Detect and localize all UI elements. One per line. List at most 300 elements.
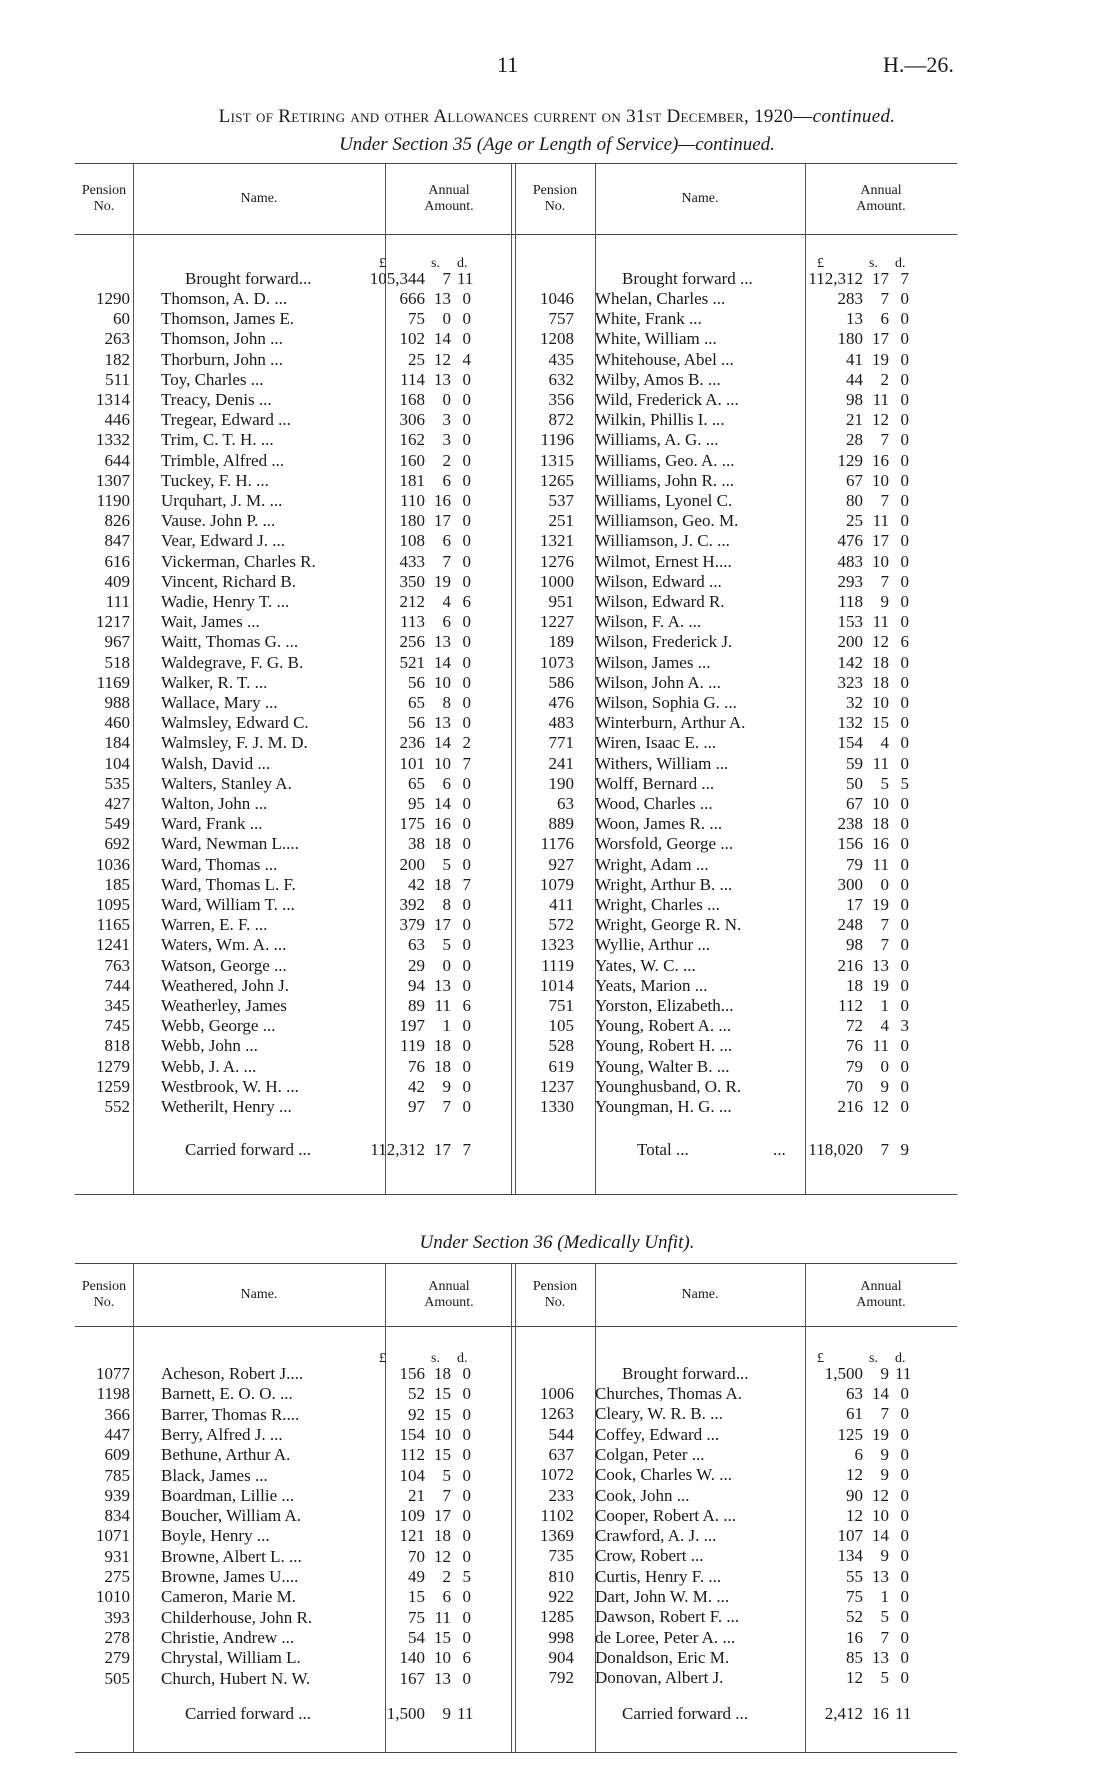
amount-pence: 0	[900, 834, 909, 854]
amount-pence: 0	[462, 430, 471, 450]
pensioner-name: Wilby, Amos B. ...	[595, 369, 721, 389]
amount-shillings: 7	[880, 571, 889, 591]
amount-pence: 0	[462, 955, 471, 975]
pensioner-name: Wilson, James ...	[595, 652, 711, 672]
pension-number: 632	[548, 369, 574, 389]
pension-number: 1046	[540, 289, 574, 308]
document-code: H.—26.	[883, 52, 954, 77]
pensioner-name: Church, Hubert N. W.	[161, 1668, 311, 1688]
section-36-title: Under Section 36 (Medically Unfit).	[419, 1232, 695, 1253]
amount-pence: 0	[900, 349, 909, 369]
amount-pounds: 108	[399, 531, 425, 551]
amount-pence: 0	[900, 369, 909, 389]
pension-number: 785	[104, 1465, 130, 1485]
amount-shillings: 5	[880, 1668, 889, 1688]
amount-shillings: 16	[434, 491, 451, 510]
amount-shillings: 18	[872, 672, 889, 692]
amount-shillings: 13	[434, 369, 451, 389]
amount-pounds: 112,312	[808, 269, 863, 288]
pension-number: 810	[548, 1566, 574, 1586]
amount-pence: 0	[900, 975, 909, 995]
amount-shillings: 12	[872, 632, 889, 652]
pensioner-name: Wood, Charles ...	[595, 794, 713, 813]
pensioner-name: Urquhart, J. M. ...	[161, 491, 283, 510]
amount-pence: 7	[900, 269, 909, 288]
amount-shillings: 11	[872, 753, 889, 773]
table-row	[75, 491, 957, 511]
amount-pence: 0	[900, 1566, 909, 1586]
total-label: Total ...	[637, 1140, 689, 1159]
amount-pounds: 350	[399, 571, 425, 591]
pensioner-name: Yates, W. C. ...	[595, 955, 696, 975]
pension-number: 278	[104, 1627, 130, 1647]
pension-number: 241	[548, 753, 574, 773]
pound-unit-label: £	[817, 256, 824, 271]
amount-pounds: 113	[400, 612, 425, 632]
amount-shillings: 14	[434, 794, 451, 813]
table-row	[75, 855, 957, 875]
amount-pence: 0	[900, 753, 909, 773]
amount-pence: 0	[462, 693, 471, 712]
amount-pounds: 90	[846, 1485, 863, 1505]
pound-unit-label: £	[817, 1351, 824, 1366]
pensioner-name: de Loree, Peter A. ...	[595, 1627, 736, 1647]
amount-pence: 0	[900, 1546, 909, 1566]
pensioner-name: Wright, Arthur B. ...	[595, 874, 733, 894]
pension-number: 1315	[540, 450, 574, 470]
amount-pounds: 28	[846, 430, 863, 450]
amount-shillings: 9	[880, 1364, 889, 1383]
header-label	[682, 191, 719, 207]
amount-shillings: 14	[434, 733, 451, 753]
amount-shillings: 16	[872, 834, 889, 854]
amount-shillings: 7	[880, 1404, 889, 1424]
pension-number: 1259	[96, 1076, 130, 1096]
amount-shillings: 15	[434, 1404, 451, 1424]
pension-number: 549	[104, 814, 130, 834]
table-row	[75, 329, 957, 349]
pension-number: 435	[548, 349, 574, 369]
amount-pence: 0	[462, 390, 471, 409]
amount-pence: 0	[900, 309, 909, 329]
amount-pounds: 109	[399, 1506, 425, 1526]
amount-pounds: 180	[837, 329, 863, 349]
pension-number: 60	[113, 309, 130, 329]
pension-number: 1321	[540, 531, 574, 551]
amount-shillings: 11	[872, 511, 889, 531]
amount-shillings: 17	[434, 1506, 451, 1526]
amount-pounds: 125	[837, 1424, 863, 1444]
amount-pounds: 79	[846, 1056, 863, 1076]
table-header	[75, 1264, 957, 1327]
amount-pence: 0	[462, 1526, 471, 1546]
amount-shillings: 10	[434, 1648, 451, 1668]
amount-pounds: 129	[837, 450, 863, 470]
amount-pence: 11	[457, 269, 474, 288]
amount-pence: 0	[462, 713, 471, 733]
amount-pounds: 118,020	[808, 1140, 863, 1159]
pension-number: 763	[104, 955, 130, 975]
pensioner-name: Trimble, Alfred ...	[161, 450, 285, 470]
amount-pounds: 107	[837, 1526, 863, 1546]
pensioner-name: Cleary, W. R. B. ...	[595, 1404, 723, 1424]
pension-number: 279	[104, 1648, 130, 1668]
pensioner-name: Winterburn, Arthur A.	[595, 713, 746, 733]
amount-shillings: 12	[434, 349, 451, 369]
amount-pence: 0	[462, 551, 471, 571]
pensioner-name: Tregear, Edward ...	[161, 410, 291, 430]
amount-pounds: 52	[846, 1607, 863, 1627]
pension-number: 609	[104, 1445, 130, 1465]
pensioner-name: Waitt, Thomas G. ...	[161, 632, 299, 652]
table-row	[75, 1057, 957, 1077]
amount-shillings: 6	[442, 531, 451, 551]
amount-pence: 11	[895, 1704, 912, 1723]
pensioner-name: Wadie, Henry T. ...	[161, 592, 290, 611]
section-35-table	[75, 163, 957, 1195]
amount-pence: 0	[900, 915, 909, 935]
amount-pounds: 216	[837, 1097, 863, 1116]
amount-pence: 0	[900, 592, 909, 611]
amount-pounds: 156	[399, 1364, 425, 1383]
amount-shillings: 12	[872, 1485, 889, 1505]
pensioner-name: Wright, Adam ...	[595, 854, 709, 874]
pensioner-name: Coffey, Edward ...	[595, 1424, 720, 1444]
amount-pounds: 153	[837, 612, 863, 632]
brought-forward-row-label: Brought forward...	[185, 269, 312, 288]
pensioner-name: Walters, Stanley A.	[161, 773, 292, 793]
amount-pounds: 25	[846, 511, 863, 531]
amount-shillings: 11	[872, 854, 889, 874]
header-label	[241, 191, 278, 207]
amount-pence: 0	[900, 612, 909, 632]
amount-pounds: 61	[846, 1404, 863, 1424]
table-row	[75, 834, 957, 854]
table-row	[75, 1607, 957, 1627]
amount-pence: 0	[900, 1465, 909, 1485]
amount-pounds: 112	[400, 1445, 425, 1465]
pensioner-name: Curtis, Henry F. ...	[595, 1566, 722, 1586]
table-row	[75, 289, 957, 309]
amount-shillings: 6	[442, 612, 451, 632]
amount-pounds: 38	[408, 834, 425, 854]
pension-number: 751	[548, 996, 574, 1015]
amount-pounds: 160	[399, 450, 425, 470]
pension-number: 233	[548, 1485, 574, 1505]
amount-pounds: 248	[837, 915, 863, 935]
amount-shillings: 19	[872, 1424, 889, 1444]
amount-shillings: 2	[442, 450, 451, 470]
amount-pounds: 162	[399, 430, 425, 450]
table-row	[75, 1036, 957, 1056]
amount-shillings: 11	[434, 996, 451, 1015]
total-dots: ...	[773, 1140, 786, 1159]
section-36-table	[75, 1263, 957, 1753]
pension-number: 505	[104, 1668, 130, 1688]
table-row	[75, 451, 957, 471]
pensioner-name: Browne, James U....	[161, 1567, 299, 1586]
table-row	[75, 410, 957, 430]
amount-pounds: 49	[408, 1567, 425, 1586]
pension-number: 1036	[96, 854, 130, 874]
amount-pounds: 180	[399, 511, 425, 531]
pension-number: 818	[104, 1036, 130, 1056]
pension-number: 366	[104, 1404, 130, 1424]
amount-pounds: 44	[846, 369, 863, 389]
amount-shillings: 17	[434, 1140, 451, 1159]
amount-pounds: 154	[399, 1424, 425, 1444]
pensioner-name: Williams, A. G. ...	[595, 430, 719, 450]
pension-number: 446	[104, 410, 130, 430]
pensioner-name: White, Frank ...	[595, 309, 702, 329]
amount-pence: 0	[900, 955, 909, 975]
amount-shillings: 4	[880, 733, 889, 753]
table-row	[75, 1526, 957, 1546]
pension-number: 1198	[96, 1384, 130, 1404]
pensioner-name: Toy, Charles ...	[161, 369, 264, 389]
pensioner-name: Wilkin, Phillis I. ...	[595, 410, 725, 430]
amount-pounds: 181	[399, 470, 425, 490]
amount-shillings: 18	[434, 1526, 451, 1546]
pensioner-name: Barnett, E. O. O. ...	[161, 1384, 293, 1404]
pension-number: 409	[104, 571, 130, 591]
pension-number: 182	[104, 349, 130, 369]
amount-pounds: 118	[838, 592, 863, 611]
pension-number: 393	[104, 1607, 130, 1627]
amount-pence: 0	[462, 935, 471, 955]
pensioner-name: Cameron, Marie M.	[161, 1587, 297, 1607]
amount-pence: 0	[900, 693, 909, 712]
amount-pence: 6	[462, 996, 471, 1015]
table-row	[75, 1486, 957, 1506]
pension-number: 1265	[540, 470, 574, 490]
amount-shillings: 13	[434, 1668, 451, 1688]
amount-shillings: 13	[434, 713, 451, 733]
amount-shillings: 6	[442, 1587, 451, 1607]
pension-number: 1227	[540, 612, 574, 632]
amount-shillings: 5	[442, 854, 451, 874]
amount-shillings: 14	[434, 329, 451, 349]
amount-pence: 11	[457, 1704, 474, 1723]
table-row	[75, 390, 957, 410]
pension-number: 792	[548, 1668, 574, 1688]
header-name-left	[133, 164, 385, 234]
pensioner-name: Christie, Andrew ...	[161, 1627, 295, 1647]
pension-number: 537	[548, 491, 574, 510]
amount-shillings: 5	[880, 773, 889, 793]
amount-pounds: 56	[408, 713, 425, 733]
pensioner-name: Boyle, Henry ...	[161, 1526, 270, 1546]
amount-pounds: 80	[846, 491, 863, 510]
header-line-2: No.	[93, 1295, 115, 1310]
amount-pence: 0	[900, 289, 909, 308]
pensioner-name: Acheson, Robert J....	[161, 1364, 304, 1383]
amount-pounds: 12	[846, 1465, 863, 1485]
pension-number: 1369	[540, 1526, 574, 1546]
amount-pounds: 65	[408, 773, 425, 793]
pensioner-name: Donaldson, Eric M.	[595, 1647, 730, 1667]
pension-number: 190	[548, 773, 574, 793]
table-row	[75, 1465, 957, 1485]
pensioner-name: Whitehouse, Abel ...	[595, 349, 734, 369]
amount-pence: 0	[462, 1016, 471, 1036]
amount-shillings: 5	[442, 935, 451, 955]
header-amt-right	[805, 1264, 957, 1326]
pensioner-name: Wilson, Sophia G. ...	[595, 693, 737, 712]
amount-shillings: 1	[880, 996, 889, 1015]
amount-shillings: 12	[872, 1097, 889, 1116]
header-amt-left	[385, 1264, 513, 1326]
amount-shillings: 17	[434, 511, 451, 531]
table-row	[75, 693, 957, 713]
header-name-text: Name.	[681, 191, 719, 206]
amount-pence: 0	[462, 612, 471, 632]
table-row	[75, 1546, 957, 1566]
pensioner-name: Chrystal, William L.	[161, 1648, 301, 1668]
pensioner-name: Crawford, A. J. ...	[595, 1526, 717, 1546]
pensioner-name: Dawson, Robert F. ...	[595, 1607, 740, 1627]
table-row	[75, 1404, 957, 1424]
amount-pence: 0	[462, 1056, 471, 1076]
amount-pence: 0	[462, 1485, 471, 1505]
amount-shillings: 9	[880, 1444, 889, 1464]
amount-shillings: 9	[442, 1704, 451, 1723]
pensioner-name: Vause. John P. ...	[161, 511, 276, 531]
amount-pence: 0	[462, 1404, 471, 1424]
amount-pence: 2	[462, 733, 471, 753]
amount-shillings: 15	[434, 1445, 451, 1465]
pension-number: 1263	[540, 1404, 574, 1424]
amount-pounds: 18	[846, 975, 863, 995]
header-label	[533, 1279, 577, 1311]
amount-pence: 0	[900, 551, 909, 571]
table-row	[75, 612, 957, 632]
amount-shillings: 7	[442, 1485, 451, 1505]
header-line-2: Amount.	[856, 1295, 906, 1310]
pensioner-name: Thomson, A. D. ...	[161, 289, 288, 308]
pension-number: 1279	[96, 1056, 130, 1076]
amount-pounds: 41	[846, 349, 863, 369]
amount-shillings: 6	[880, 309, 889, 329]
pension-number: 744	[104, 975, 130, 995]
amount-pence: 0	[900, 935, 909, 955]
amount-pence: 0	[462, 1587, 471, 1607]
pensioner-name: Vear, Edward J. ...	[161, 531, 285, 551]
amount-pence: 0	[900, 1485, 909, 1505]
pensioner-name: Browne, Albert L. ...	[161, 1546, 302, 1566]
amount-shillings: 18	[434, 1036, 451, 1056]
amount-pounds: 200	[399, 854, 425, 874]
amount-pence: 0	[462, 915, 471, 935]
amount-shillings: 10	[872, 794, 889, 813]
amount-pounds: 79	[846, 854, 863, 874]
pensioner-name: Black, James ...	[161, 1465, 268, 1485]
pension-number: 1307	[96, 470, 130, 490]
header-line-2: Amount.	[856, 199, 906, 214]
amount-pence: 0	[900, 814, 909, 834]
header-name-right	[595, 164, 805, 234]
amount-pence: 0	[900, 1607, 909, 1627]
pensioner-name: Ward, Thomas ...	[161, 854, 278, 874]
pension-number: 692	[104, 834, 130, 854]
amount-pounds: 256	[399, 632, 425, 652]
amount-shillings: 9	[880, 1076, 889, 1096]
amount-pence: 4	[462, 349, 471, 369]
pensioner-name: Boucher, William A.	[161, 1506, 301, 1526]
shilling-unit-label: s.	[869, 1351, 878, 1366]
amount-pence: 0	[900, 1424, 909, 1444]
amount-pounds: 300	[837, 874, 863, 894]
amount-pounds: 85	[846, 1647, 863, 1667]
amount-shillings: 18	[872, 652, 889, 672]
amount-shillings: 14	[872, 1526, 889, 1546]
amount-pence: 0	[462, 309, 471, 329]
amount-pounds: 17	[846, 895, 863, 914]
table-row	[75, 1445, 957, 1465]
amount-pounds: 13	[846, 309, 863, 329]
pensioner-name: Vincent, Richard B.	[161, 571, 296, 591]
pensioner-name: Wilson, F. A. ...	[595, 612, 702, 632]
pensioner-name: Boardman, Lillie ...	[161, 1485, 295, 1505]
amount-shillings: 7	[880, 1140, 889, 1159]
pension-number: 967	[104, 632, 130, 652]
pension-number: 460	[104, 713, 130, 733]
amount-pence: 0	[900, 1056, 909, 1076]
amount-pounds: 63	[408, 935, 425, 955]
pension-number: 1237	[540, 1076, 574, 1096]
amount-pounds: 293	[837, 571, 863, 591]
amount-pounds: 29	[408, 955, 425, 975]
section-35-subtitle: Under Section 35 (Age or Length of Service)—continued.	[339, 134, 775, 155]
amount-shillings: 0	[442, 390, 451, 409]
pensioner-name: Younghusband, O. R.	[595, 1076, 742, 1096]
header-name-left	[133, 1264, 385, 1326]
pension-number: 735	[548, 1546, 574, 1566]
header-line-1: Pension	[81, 1279, 127, 1294]
amount-pence: 0	[462, 652, 471, 672]
amount-pence: 0	[462, 672, 471, 692]
amount-pence: 0	[900, 571, 909, 591]
pensioner-name: Weatherley, James	[161, 996, 287, 1015]
pensioner-name: Warren, E. F. ...	[161, 915, 268, 935]
amount-pounds: 132	[837, 713, 863, 733]
brought-forward-row-label: Brought forward...	[622, 1364, 749, 1383]
amount-pounds: 15	[408, 1587, 425, 1607]
pension-number: 411	[549, 895, 574, 914]
amount-shillings: 13	[434, 632, 451, 652]
amount-pounds: 156	[837, 834, 863, 854]
amount-pence: 0	[900, 329, 909, 349]
amount-shillings: 17	[434, 915, 451, 935]
pensioner-name: Wyllie, Arthur ...	[595, 935, 711, 955]
pension-number: 988	[104, 693, 130, 712]
amount-shillings: 16	[872, 450, 889, 470]
pensioner-name: Walsh, David ...	[161, 753, 271, 773]
pension-number: 184	[104, 733, 130, 753]
amount-shillings: 6	[442, 470, 451, 490]
header-line-2: No.	[93, 199, 115, 214]
amount-pounds: 72	[846, 1016, 863, 1036]
pension-number: 1077	[96, 1364, 130, 1383]
pensioner-name: Youngman, H. G. ...	[595, 1097, 732, 1116]
pensioner-name: Woon, James R. ...	[595, 814, 723, 834]
amount-shillings: 7	[880, 1627, 889, 1647]
pensioner-name: Wright, George R. N.	[595, 915, 742, 935]
pensioner-name: Walton, John ...	[161, 794, 268, 813]
amount-pence: 5	[900, 773, 909, 793]
pension-number: 1323	[540, 935, 574, 955]
amount-pence: 5	[462, 1567, 471, 1586]
